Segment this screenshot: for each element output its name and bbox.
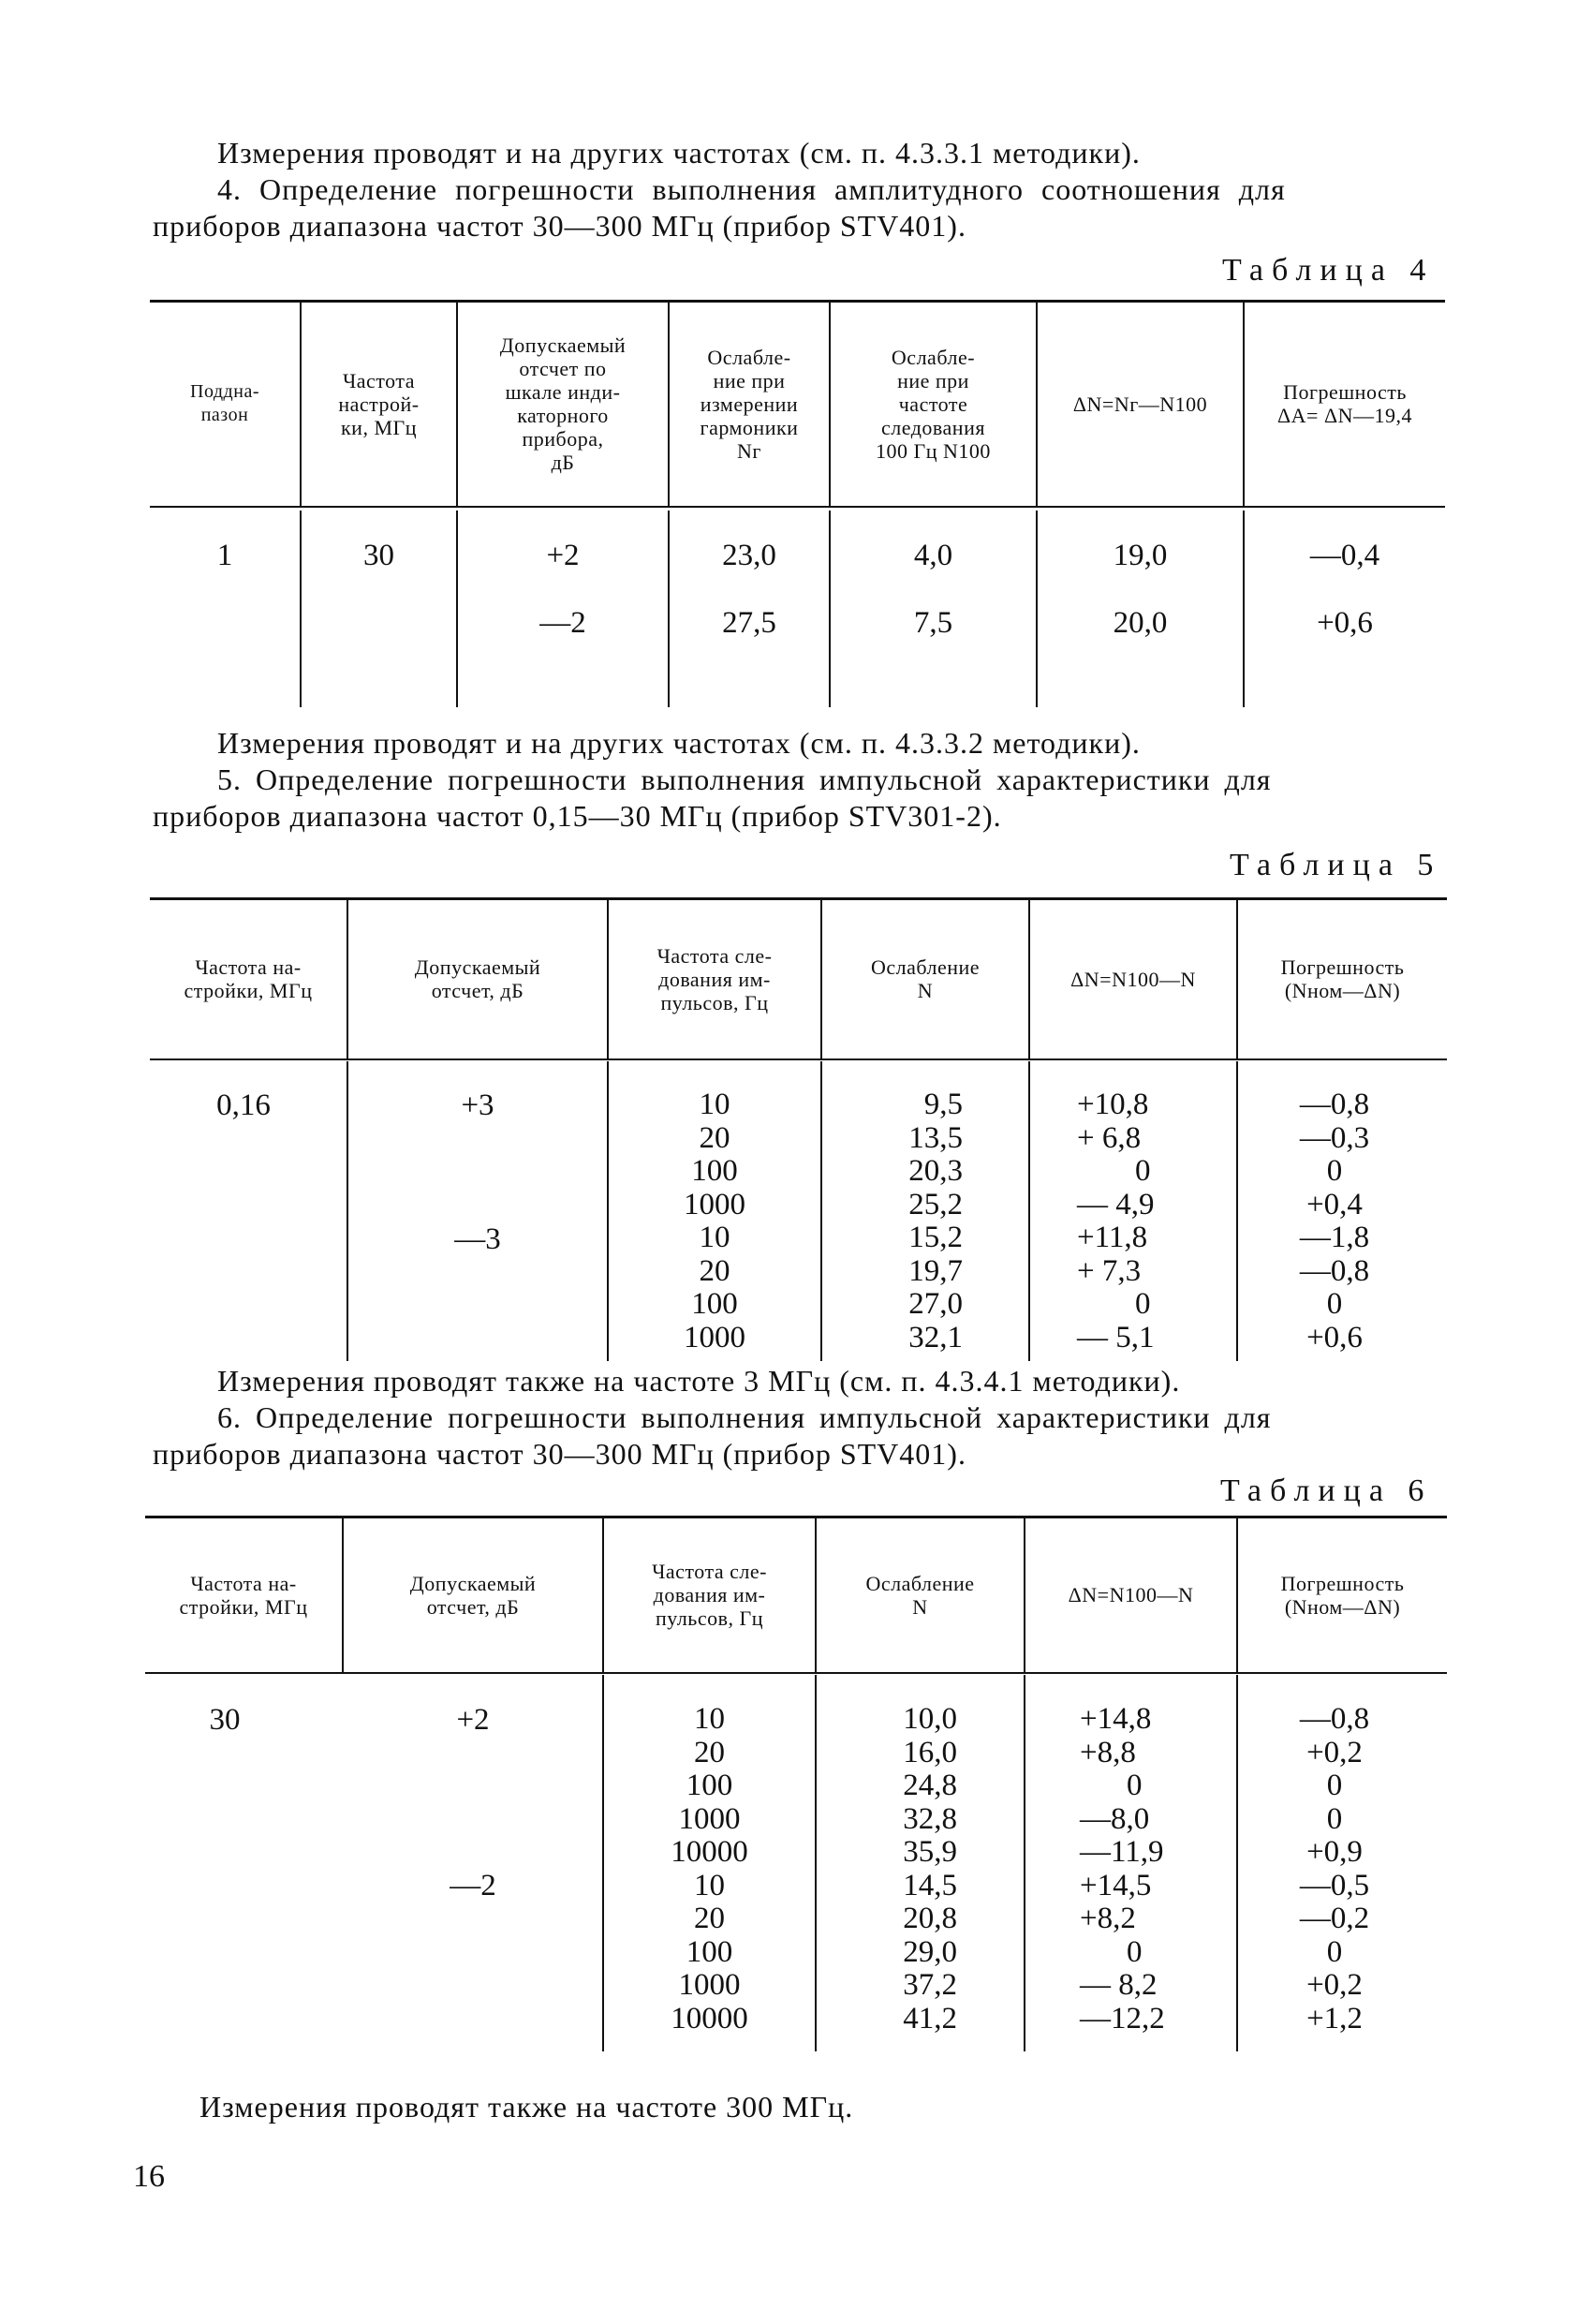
table-5-divider	[1028, 1061, 1030, 1361]
table-cell: 0,16	[216, 1088, 271, 1122]
table-cell: 100	[691, 1154, 738, 1188]
paragraph-line: 5. Определение погрешности выполнения импульсной характеристики для	[217, 762, 1272, 796]
table-cell: —0,8	[1299, 1702, 1370, 1736]
table-cell: 19,0	[1113, 539, 1168, 572]
table-cell: —0,5	[1299, 1868, 1370, 1902]
table-cell: 25,2	[908, 1187, 963, 1221]
table-cell: 27,5	[722, 606, 776, 640]
table-cell: 20	[694, 1735, 725, 1769]
paragraph-line: Измерения проводят и на других частотах (см. п. 4.3.3.2 методики).	[217, 726, 1141, 760]
table-cell: —0,3	[1299, 1120, 1370, 1155]
table-6-atten-column	[817, 1703, 957, 2035]
table-cell: 10000	[671, 2001, 748, 2035]
table-cell: — 4,9	[1077, 1187, 1155, 1221]
table-6-divider	[1024, 1675, 1025, 2051]
table-cell: 100	[691, 1287, 738, 1321]
table-cell: 0	[1135, 1287, 1151, 1321]
table-6-header-delta-n: ΔN=N100—N	[1068, 1583, 1194, 1606]
table-cell: 1000	[678, 1968, 741, 2002]
table-cell: 37,2	[903, 1968, 957, 2002]
table-cell: — 5,1	[1077, 1320, 1155, 1354]
table-cell: —2	[450, 1869, 496, 1902]
table-4-header-subrange: Подднa- пазон	[190, 381, 259, 425]
table-4-header-allowed-reading: Допускаемый отсчет по шкале инди- каторного прибора, дБ	[499, 333, 627, 474]
table-6-error-column	[1269, 1703, 1400, 2035]
table-5-header-delta-n: ΔN=N100—N	[1070, 967, 1196, 991]
table-cell: 35,9	[903, 1835, 957, 1869]
paragraph-line: Измерения проводят и на других частотах (см. п. 4.3.3.1 методики).	[217, 136, 1141, 170]
table-cell: 13,5	[908, 1120, 963, 1155]
table-cell: 20	[694, 1902, 725, 1935]
table-cell: —1,8	[1299, 1221, 1370, 1254]
table-cell: 20,0	[1113, 606, 1168, 640]
table-5-delta-column	[1077, 1088, 1208, 1354]
paragraph-line: Измерения проводят также на частоте 3 МГц (см. п. 4.3.4.1 методики).	[217, 1364, 1181, 1398]
table-4-header-100hz-atten: Ослабле- ние при частоте следования 100 Гц N100	[876, 345, 991, 463]
table-5-caption: Таблица 5	[1230, 848, 1442, 882]
table-5-rate-column	[609, 1088, 820, 1354]
table-cell: + 6,8	[1077, 1120, 1142, 1155]
table-4-header-delta-n: ΔN=Nг—N100	[1072, 392, 1208, 416]
table-5-error-column	[1269, 1088, 1400, 1354]
table-cell: +2	[456, 1703, 490, 1737]
table-cell: 9,5	[923, 1088, 963, 1121]
table-cell: +1,2	[1306, 2001, 1363, 2035]
table-cell: 4,0	[913, 539, 953, 572]
table-cell: 0	[1127, 1934, 1143, 1969]
table-5-header-allowed-reading: Допускаемый отсчет, дБ	[414, 955, 541, 1002]
table-cell: 15,2	[908, 1221, 963, 1254]
table-4-header-error: Погрешность ΔA= ΔN—19,4	[1277, 380, 1412, 427]
table-6-divider	[1236, 1675, 1238, 2051]
table-cell: 19,7	[908, 1253, 963, 1288]
table-cell: 7,5	[913, 606, 953, 640]
table-5-header-frequency: Частота на- стройки, МГц	[184, 955, 313, 1002]
table-cell: —0,8	[1299, 1088, 1370, 1121]
table-6-header-error: Погрешность (Nном—ΔN)	[1280, 1571, 1405, 1619]
table-cell: 10	[694, 1702, 725, 1736]
table-cell: +2	[546, 539, 580, 572]
table-cell: 41,2	[903, 2001, 957, 2035]
table-cell: +8,2	[1080, 1902, 1136, 1935]
paragraph-line: приборов диапазона частот 30—300 МГц (прибор STV401).	[153, 209, 966, 243]
table-5-header-error: Погрешность (Nном—ΔN)	[1280, 955, 1405, 1002]
paragraph-line: приборов диапазона частот 30—300 МГц (прибор STV401).	[153, 1437, 966, 1471]
table-6-caption: Таблица 6	[1220, 1473, 1433, 1508]
table-6-delta-column	[1080, 1703, 1211, 2035]
table-cell: 24,8	[903, 1769, 957, 1802]
table-cell: 1000	[684, 1187, 745, 1221]
table-6-header-frequency: Частота на- стройки, МГц	[179, 1571, 308, 1619]
table-5-atten-column	[822, 1088, 963, 1354]
table-cell: 10000	[671, 1835, 748, 1869]
table-cell: 29,0	[903, 1934, 957, 1969]
table-cell: 10,0	[903, 1702, 957, 1736]
table-cell: 32,8	[903, 1801, 957, 1836]
table-6-header-rule	[145, 1672, 1447, 1674]
paragraph-line: приборов диапазона частот 0,15—30 МГц (прибор STV301-2).	[153, 799, 1002, 833]
table-6-header-pulse-rate: Частота сле- дования им- пульсов, Гц	[652, 1560, 767, 1630]
table-cell: +10,8	[1077, 1088, 1149, 1121]
table-cell: +11,8	[1077, 1221, 1148, 1254]
table-cell: —0,8	[1299, 1253, 1370, 1288]
table-cell: 20,3	[908, 1154, 963, 1188]
table-cell: 10	[694, 1868, 725, 1902]
table-cell: 30	[209, 1703, 241, 1737]
table-cell: 0	[1326, 1801, 1343, 1836]
table-4-header-harmonic-atten: Ослабле- ние при измерении гармоники Nг	[700, 345, 799, 463]
table-cell: +8,8	[1080, 1735, 1136, 1769]
table-cell: 16,0	[903, 1735, 957, 1769]
table-cell: +0,4	[1306, 1187, 1363, 1221]
table-cell: +0,9	[1306, 1835, 1363, 1869]
table-4-header-rule	[150, 506, 1445, 508]
paragraph-line: Измерения проводят также на частоте 300 МГц.	[199, 2090, 854, 2124]
page-number: 16	[133, 2159, 165, 2194]
table-cell: — 8,2	[1080, 1968, 1158, 2002]
table-cell: 32,1	[908, 1320, 963, 1354]
table-cell: 27,0	[908, 1287, 963, 1321]
table-cell: 14,5	[903, 1868, 957, 1902]
paragraph-line: 4. Определение погрешности выполнения амплитудного соотношения для	[217, 172, 1286, 206]
table-4-caption: Таблица 4	[1222, 253, 1435, 288]
table-4-header-frequency: Частота настрой- ки, МГц	[338, 368, 420, 439]
table-cell: —0,2	[1299, 1902, 1370, 1935]
table-cell: 23,0	[722, 539, 776, 572]
table-cell: 1000	[678, 1801, 741, 1836]
table-cell: +0,2	[1306, 1968, 1363, 2002]
table-cell: +14,8	[1080, 1702, 1152, 1736]
table-cell: 0	[1326, 1287, 1343, 1321]
table-cell: 30	[363, 539, 394, 572]
table-cell: —11,9	[1080, 1835, 1164, 1869]
table-cell: 1	[216, 539, 233, 572]
table-5-header-attenuation: Ослабление N	[870, 955, 981, 1002]
table-cell: —12,2	[1080, 2001, 1165, 2035]
table-cell: +14,5	[1080, 1868, 1152, 1902]
table-cell: 20,8	[903, 1902, 957, 1935]
table-cell: 10	[699, 1088, 730, 1121]
table-cell: +0,6	[1306, 1320, 1363, 1354]
table-cell: —8,0	[1080, 1801, 1150, 1836]
table-cell: 0	[1326, 1769, 1343, 1802]
table-cell: 20	[699, 1120, 730, 1155]
table-cell: 10	[699, 1221, 730, 1254]
table-cell: 0	[1127, 1769, 1143, 1802]
table-5-header-rule	[150, 1058, 1447, 1060]
table-5-header-pulse-rate: Частота сле- дования им- пульсов, Гц	[656, 943, 773, 1014]
table-cell: —0,4	[1309, 539, 1380, 572]
table-6-header-attenuation: Ослабление N	[865, 1571, 975, 1619]
paragraph-line: 6. Определение погрешности выполнения импульсной характеристики для	[217, 1400, 1272, 1434]
table-cell: 0	[1135, 1154, 1151, 1188]
table-cell: +0,2	[1306, 1735, 1363, 1769]
table-cell: 100	[686, 1934, 733, 1969]
table-cell: 0	[1326, 1154, 1343, 1188]
table-cell: 0	[1326, 1934, 1343, 1969]
table-6-rate-column	[604, 1703, 815, 2035]
table-cell: —2	[539, 606, 586, 640]
table-cell: + 7,3	[1077, 1253, 1142, 1288]
table-cell: 1000	[684, 1320, 745, 1354]
table-6-header-allowed-reading: Допускаемый отсчет, дБ	[409, 1571, 537, 1619]
table-cell: 100	[686, 1769, 733, 1802]
table-cell: +3	[461, 1088, 494, 1122]
table-cell: 20	[699, 1253, 730, 1288]
table-cell: +0,6	[1317, 606, 1373, 640]
table-cell: —3	[454, 1222, 501, 1256]
